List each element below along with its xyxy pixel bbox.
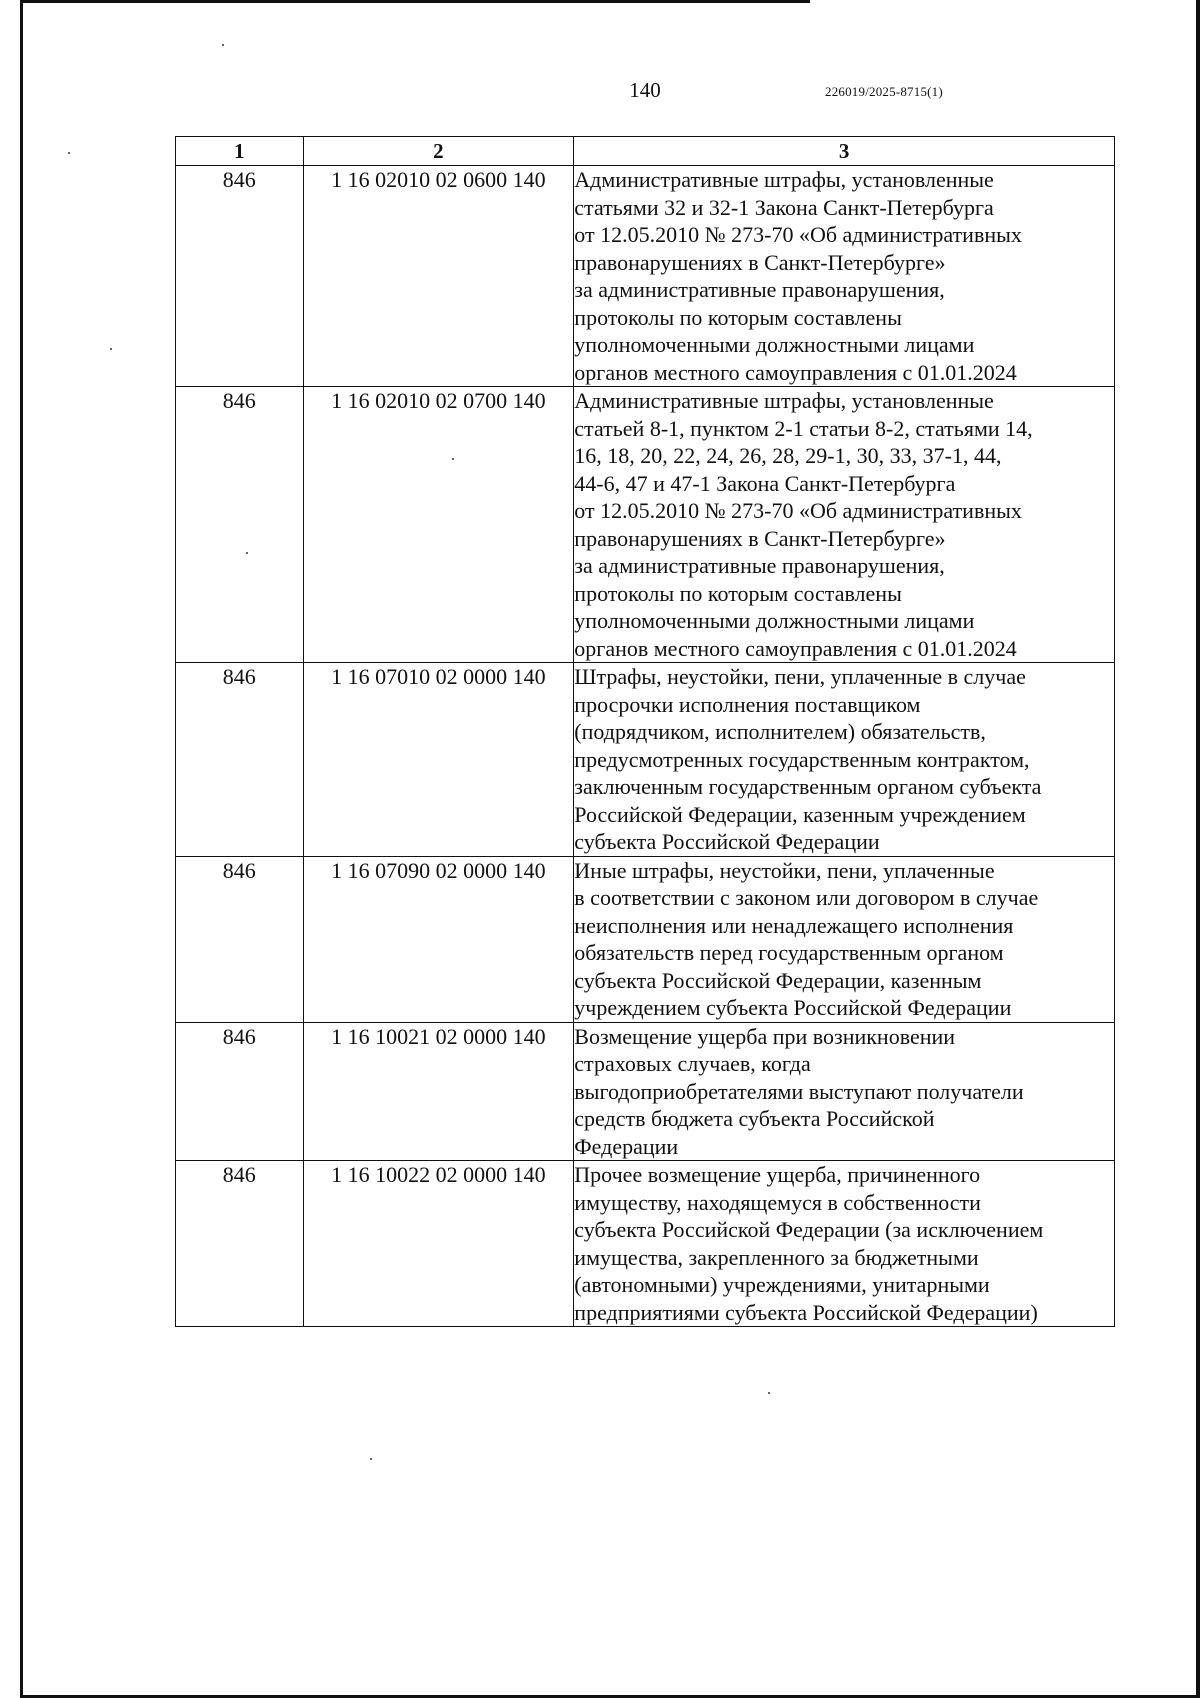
scan-speck <box>222 44 224 46</box>
scan-speck <box>110 348 112 350</box>
kbk-code-cell: 1 16 07090 02 0000 140 <box>303 856 574 1022</box>
column-header-1: 1 <box>176 137 304 166</box>
description-line: за административные правонарушения, <box>574 277 945 302</box>
description-line: предприятиями субъекта Российской Федерации) <box>574 1299 1038 1325</box>
description-line: органов местного самоуправления с 01.01.2024 <box>574 635 1017 661</box>
description-line: имущества, закрепленного за бюджетными <box>574 1244 979 1270</box>
kbk-code-cell: 1 16 10021 02 0000 140 <box>303 1022 574 1161</box>
column-header-3: 3 <box>574 137 1115 166</box>
description-line: за административные правонарушения, <box>574 553 945 578</box>
description-line: страховых случаев, когда <box>574 1051 811 1076</box>
description-line: от 12.05.2010 № 273-70 «Об административных <box>574 222 1022 247</box>
description-cell <box>574 1022 1115 1161</box>
description-line: протоколы по которым составлены <box>574 580 902 606</box>
kbk-code-cell: 1 16 02010 02 0600 140 <box>303 166 574 387</box>
description-line: субъекта Российской Федерации, казенным <box>574 967 982 993</box>
scan-border-left <box>20 0 23 1698</box>
description-line: правонарушениях в Санкт-Петербурге» <box>574 249 946 275</box>
kbk-code-cell: 1 16 02010 02 0700 140 <box>303 387 574 663</box>
document-id: 226019/2025-8715(1) <box>825 84 943 99</box>
description-line: заключенным государственным органом субъекта <box>574 774 1042 799</box>
admin-code-cell: 846 <box>176 1022 304 1161</box>
description-cell <box>574 387 1115 663</box>
description-line: предусмотренных государственным контрактом, <box>574 746 1030 772</box>
description-line: Иные штрафы, неустойки, пени, уплаченные <box>574 857 995 883</box>
description-line: 16, 18, 20, 22, 24, 26, 28, 29-1, 30, 33, 37-1, 44, <box>574 443 1002 468</box>
table-row <box>176 1022 1115 1161</box>
kbk-code-cell: 1 16 07010 02 0000 140 <box>303 663 574 857</box>
description-line: Федерации <box>574 1133 679 1159</box>
description-line: 44-6, 47 и 47-1 Закона Санкт-Петербурга <box>574 470 956 496</box>
description-line: Административные штрафы, установленные <box>574 167 994 192</box>
description-line: субъекта Российской Федерации (за исключением <box>574 1217 1044 1242</box>
description-cell <box>574 1161 1115 1327</box>
description-line: статьей 8-1, пунктом 2-1 статьи 8-2, статьями 14, <box>574 415 1033 441</box>
description-line: Административные штрафы, установленные <box>574 388 994 413</box>
description-line: имуществу, находящемуся в собственности <box>574 1189 981 1215</box>
description-line: уполномоченными должностными лицами <box>574 332 975 357</box>
description-line: субъекта Российской Федерации <box>574 829 880 854</box>
fines-table <box>175 136 1115 1327</box>
table-header-row <box>176 137 1115 166</box>
table-row <box>176 166 1115 387</box>
description-line: неисполнения или ненадлежащего исполнения <box>574 912 1014 938</box>
description-line: уполномоченными должностными лицами <box>574 608 975 633</box>
table-body <box>176 166 1115 1327</box>
description-line: просрочки исполнения поставщиком <box>574 691 921 717</box>
description-line: правонарушениях в Санкт-Петербурге» <box>574 525 946 551</box>
table-row <box>176 1161 1115 1327</box>
page-number: 140 <box>629 78 661 102</box>
description-line: от 12.05.2010 № 273-70 «Об административных <box>574 498 1022 523</box>
table-row <box>176 663 1115 857</box>
scan-speck <box>68 152 70 154</box>
description-line: средств бюджета субъекта Российской <box>574 1106 935 1131</box>
description-line: Прочее возмещение ущерба, причиненного <box>574 1162 981 1187</box>
admin-code-cell: 846 <box>176 1161 304 1327</box>
description-line: Штрафы, неустойки, пени, уплаченные в случае <box>574 664 1026 689</box>
description-cell <box>574 663 1115 857</box>
table-row <box>176 387 1115 663</box>
scan-speck <box>370 1458 372 1460</box>
description-line: (подрядчиком, исполнителем) обязательств, <box>574 719 986 744</box>
admin-code-cell: 846 <box>176 663 304 857</box>
description-line: статьями 32 и 32-1 Закона Санкт-Петербурга <box>574 194 994 220</box>
column-header-2: 2 <box>303 137 574 166</box>
description-line: учреждением субъекта Российской Федерации <box>574 995 1012 1020</box>
scan-speck <box>768 1392 770 1394</box>
description-cell <box>574 856 1115 1022</box>
description-line: обязательств перед государственным органом <box>574 940 1004 965</box>
description-line: в соответствии с законом или договором в случае <box>574 885 1039 910</box>
description-line: выгодоприобретателями выступают получатели <box>574 1078 1024 1104</box>
scan-border-top <box>20 0 810 3</box>
description-line: Российской Федерации, казенным учреждением <box>574 801 1026 827</box>
description-cell <box>574 166 1115 387</box>
admin-code-cell: 846 <box>176 166 304 387</box>
description-line: Возмещение ущерба при возникновении <box>574 1023 956 1049</box>
description-line: (автономными) учреждениями, унитарными <box>574 1272 990 1297</box>
admin-code-cell: 846 <box>176 856 304 1022</box>
description-line: протоколы по которым составлены <box>574 304 902 330</box>
kbk-code-cell: 1 16 10022 02 0000 140 <box>303 1161 574 1327</box>
description-line: органов местного самоуправления с 01.01.2024 <box>574 359 1017 385</box>
table-row <box>176 856 1115 1022</box>
scan-border-right <box>1196 0 1200 1698</box>
admin-code-cell: 846 <box>176 387 304 663</box>
